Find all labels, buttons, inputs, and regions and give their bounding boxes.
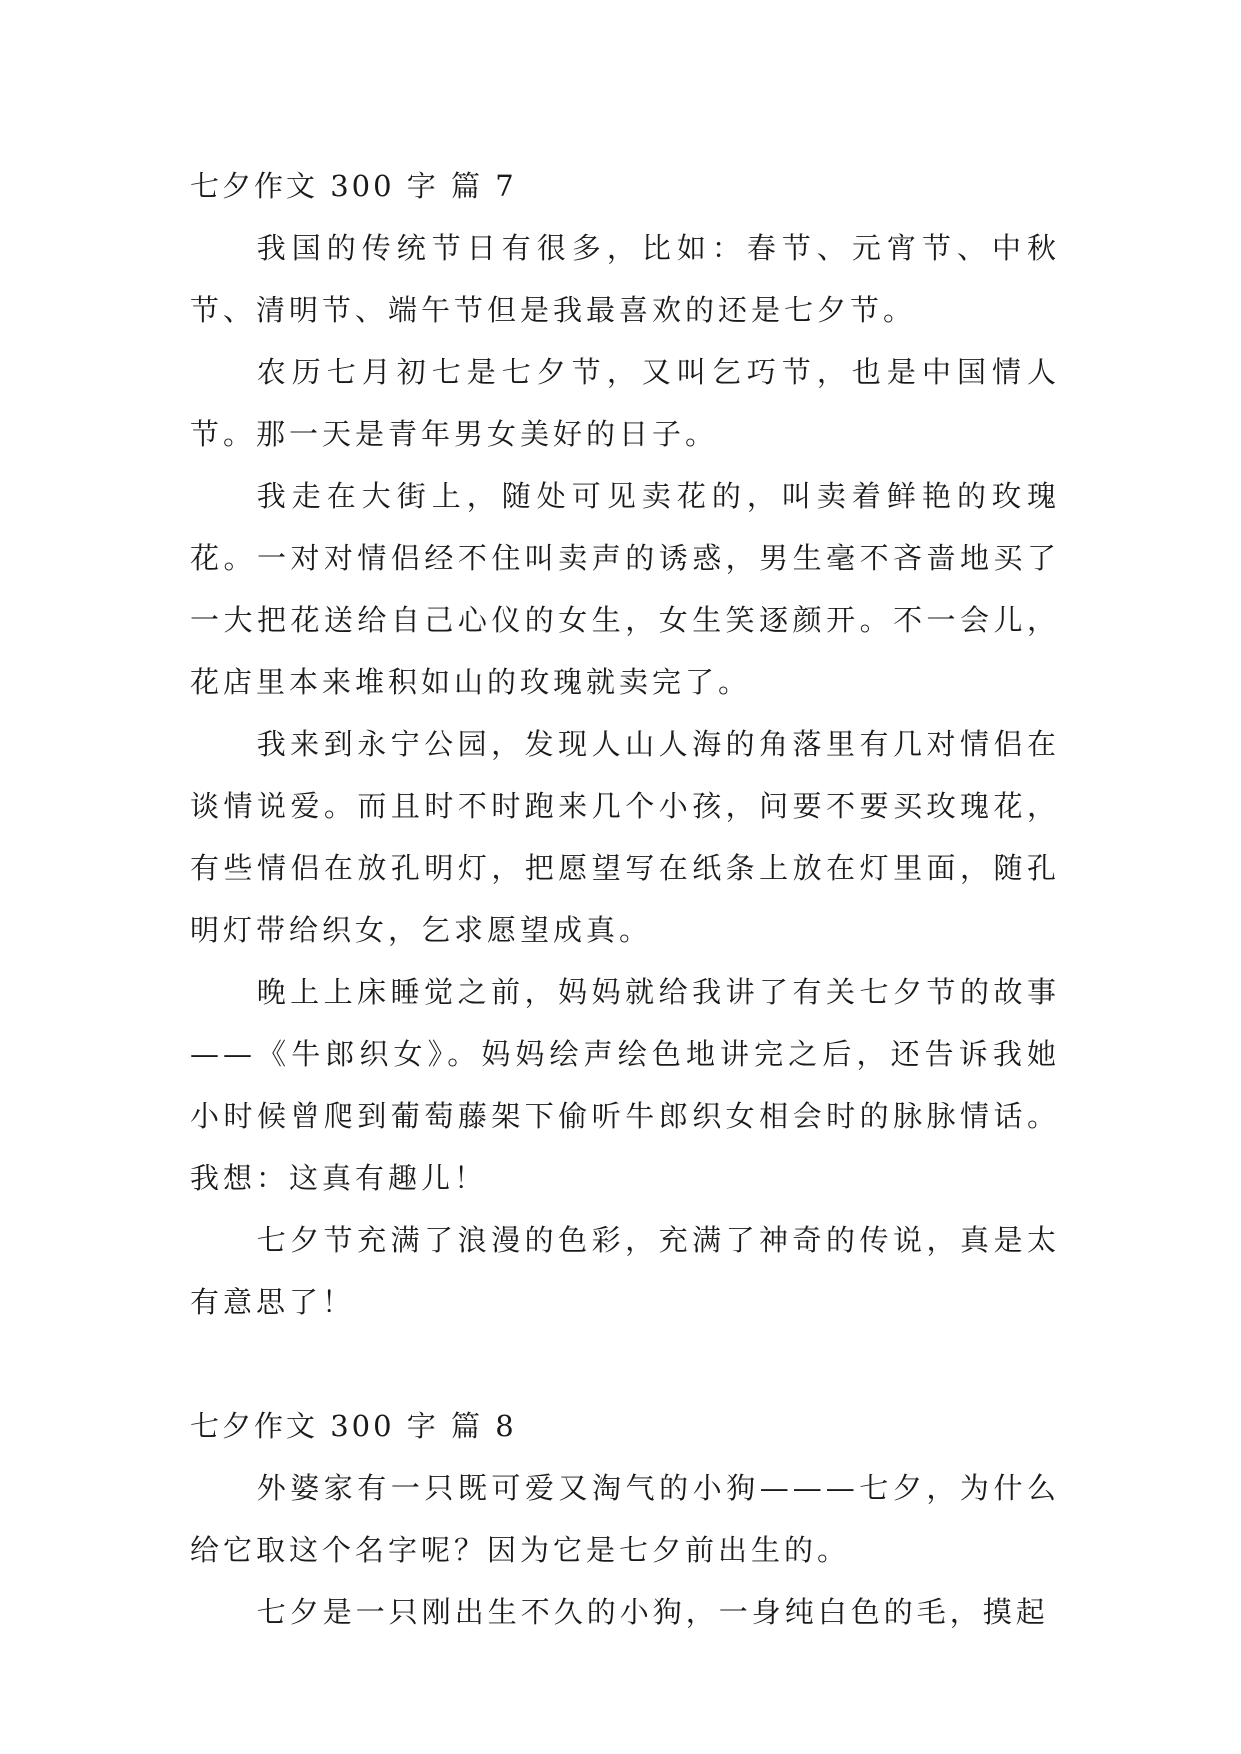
section-spacer (190, 1333, 1060, 1395)
paragraph: 七夕节充满了浪漫的色彩，充满了神奇的传说，真是太有意思了！ (190, 1223, 1060, 1319)
paragraph: 农历七月初七是七夕节，又叫乞巧节，也是中国情人节。那一天是青年男女美好的日子。 (190, 355, 1060, 451)
paragraph: 我国的传统节日有很多，比如：春节、元宵节、中秋节、清明节、端午节但是我最喜欢的还是七夕节。 (190, 231, 1060, 327)
paragraph: 七夕是一只刚出生不久的小狗，一身纯白色的毛，摸起 (256, 1595, 1049, 1629)
essay-section-7 (190, 155, 1060, 1333)
paragraph: 晚上上床睡觉之前，妈妈就给我讲了有关七夕节的故事——《牛郎织女》。妈妈绘声绘色地讲完之后，还告诉我她小时候曾爬到葡萄藤架下偷听牛郎织女相会时的脉脉情话。我想：这真有趣儿！ (190, 975, 1060, 1195)
paragraph: 我走在大街上，随处可见卖花的，叫卖着鲜艳的玫瑰花。一对对情侣经不住叫卖声的诱惑，男生毫不吝啬地买了一大把花送给自己心仪的女生，女生笑逐颜开。不一会儿，花店里本来堆积如山的玫瑰就卖完了。 (190, 479, 1060, 699)
paragraph: 外婆家有一只既可爱又淘气的小狗———七夕，为什么给它取这个名字呢？因为它是七夕前出生的。 (190, 1471, 1060, 1567)
essay-section-8 (190, 1395, 1060, 1643)
paragraph: 我来到永宁公园，发现人山人海的角落里有几对情侣在谈情说爱。而且时不时跑来几个小孩，问要不要买玫瑰花，有些情侣在放孔明灯，把愿望写在纸条上放在灯里面，随孔明灯带给织女，乞求愿望成真。 (190, 727, 1060, 947)
section-title: 七夕作文 300 字 篇 8 (190, 1409, 517, 1443)
document-body (190, 155, 1060, 1643)
section-title: 七夕作文 300 字 篇 7 (190, 169, 517, 203)
